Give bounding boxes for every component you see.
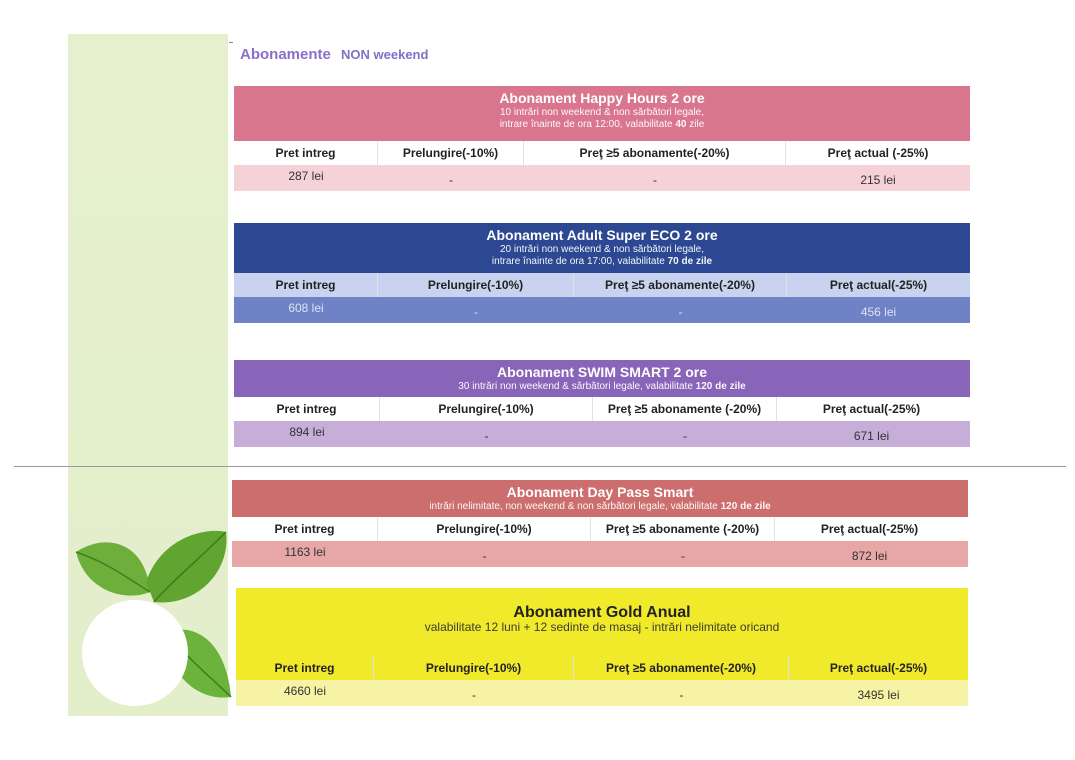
col-multi: Preţ ≥5 abonamente(-20%) — [574, 273, 787, 297]
col-full-price: Pret intreg — [234, 141, 378, 165]
value-full-price: 4660 lei — [283, 684, 327, 698]
table-header-row — [232, 517, 968, 541]
value-full-price: 1163 lei — [284, 545, 326, 559]
card-header — [236, 588, 968, 656]
card-header — [234, 360, 970, 397]
col-extension: Prelungire(-10%) — [378, 273, 574, 297]
card-header — [234, 86, 970, 141]
card-happy-hours — [234, 86, 970, 191]
table-row — [234, 421, 970, 447]
col-current: Preţ actual (-25%) — [827, 146, 929, 160]
value-current: 456 lei — [860, 305, 897, 319]
value-multi: - — [683, 429, 687, 443]
col-full-price: Pret intreg — [234, 397, 380, 421]
table-header-row — [236, 656, 968, 680]
value-extension: - — [474, 305, 478, 319]
col-current: Preţ actual(-25%) — [822, 402, 921, 416]
value-full-price: 608 lei — [288, 301, 324, 315]
value-current: 872 lei — [851, 549, 888, 563]
card-description: intrare înainte de ora 17:00, valabilitate 70 de zile — [491, 256, 713, 267]
page-title-sub: NON weekend — [341, 47, 429, 62]
table-header-row — [234, 397, 970, 421]
col-multi: Preţ ≥5 abonamente (-20%) — [593, 397, 777, 421]
corner-mark — [229, 42, 233, 43]
card-description: intrare înainte de ora 12:00, valabilitate 40 zile — [499, 119, 705, 130]
table-header-row — [234, 273, 970, 297]
card-description: 20 intrări non weekend & non sărbători legale, — [499, 244, 705, 255]
card-header — [232, 480, 968, 517]
col-current: Preţ actual(-25%) — [829, 278, 928, 292]
value-current: 671 lei — [853, 429, 890, 443]
col-full-price: Pret intreg — [234, 273, 378, 297]
page-title-main: Abonamente — [240, 46, 331, 63]
value-extension: - — [449, 173, 453, 187]
value-multi: - — [681, 549, 685, 563]
card-title: Abonament Happy Hours 2 ore — [499, 90, 705, 106]
value-multi: - — [679, 688, 684, 702]
col-extension: Prelungire(-10%) — [378, 141, 524, 165]
card-day-pass — [232, 480, 968, 567]
col-extension: Prelungire(-10%) — [378, 517, 591, 541]
page-title — [240, 46, 428, 63]
value-multi: - — [678, 305, 683, 319]
page-divider-line — [14, 466, 1066, 467]
value-current: 3495 lei — [857, 688, 900, 702]
col-current: Preţ actual(-25%) — [820, 522, 919, 536]
decorative-circle — [82, 600, 188, 706]
card-description: 10 intrări non weekend & non sărbători legale, — [499, 107, 705, 118]
card-description: 30 intrări non weekend & sărbători legale, valabilitate 120 de zile — [458, 381, 746, 392]
card-header — [234, 223, 970, 273]
col-multi: Preţ ≥5 abonamente (-20%) — [591, 517, 775, 541]
col-current: Preţ actual(-25%) — [829, 661, 928, 675]
col-extension: Prelungire(-10%) — [374, 656, 574, 680]
col-extension: Prelungire(-10%) — [380, 397, 593, 421]
value-full-price: 287 lei — [288, 169, 324, 183]
card-description: valabilitate 12 luni + 12 sedinte de masaj - intrări nelimitate oricand — [424, 620, 780, 634]
card-title: Abonament Gold Anual — [513, 604, 691, 621]
card-title: Abonament Day Pass Smart — [506, 484, 694, 500]
card-title: Abonament Adult Super ECO 2 ore — [486, 227, 718, 243]
col-multi: Preţ ≥5 abonamente(-20%) — [524, 141, 786, 165]
value-extension: - — [472, 688, 476, 702]
card-swim-smart — [234, 360, 970, 447]
card-title: Abonament SWIM SMART 2 ore — [496, 364, 707, 380]
table-row — [232, 541, 968, 567]
value-extension: - — [484, 429, 489, 443]
table-header-row — [234, 141, 970, 165]
value-current: 215 lei — [860, 173, 896, 187]
card-description: intrări nelimitate, non weekend & non sărbători legale, valabilitate 120 de zile — [429, 501, 771, 512]
table-row — [234, 297, 970, 323]
table-row — [234, 165, 970, 191]
value-multi: - — [653, 173, 657, 187]
col-full-price: Pret intreg — [232, 517, 378, 541]
table-row — [236, 680, 968, 706]
col-full-price: Pret intreg — [236, 656, 374, 680]
value-extension: - — [482, 549, 487, 563]
value-full-price: 894 lei — [289, 425, 325, 439]
card-super-eco — [234, 223, 970, 323]
card-gold-anual — [236, 588, 968, 706]
col-multi: Preţ ≥5 abonamente(-20%) — [574, 656, 789, 680]
